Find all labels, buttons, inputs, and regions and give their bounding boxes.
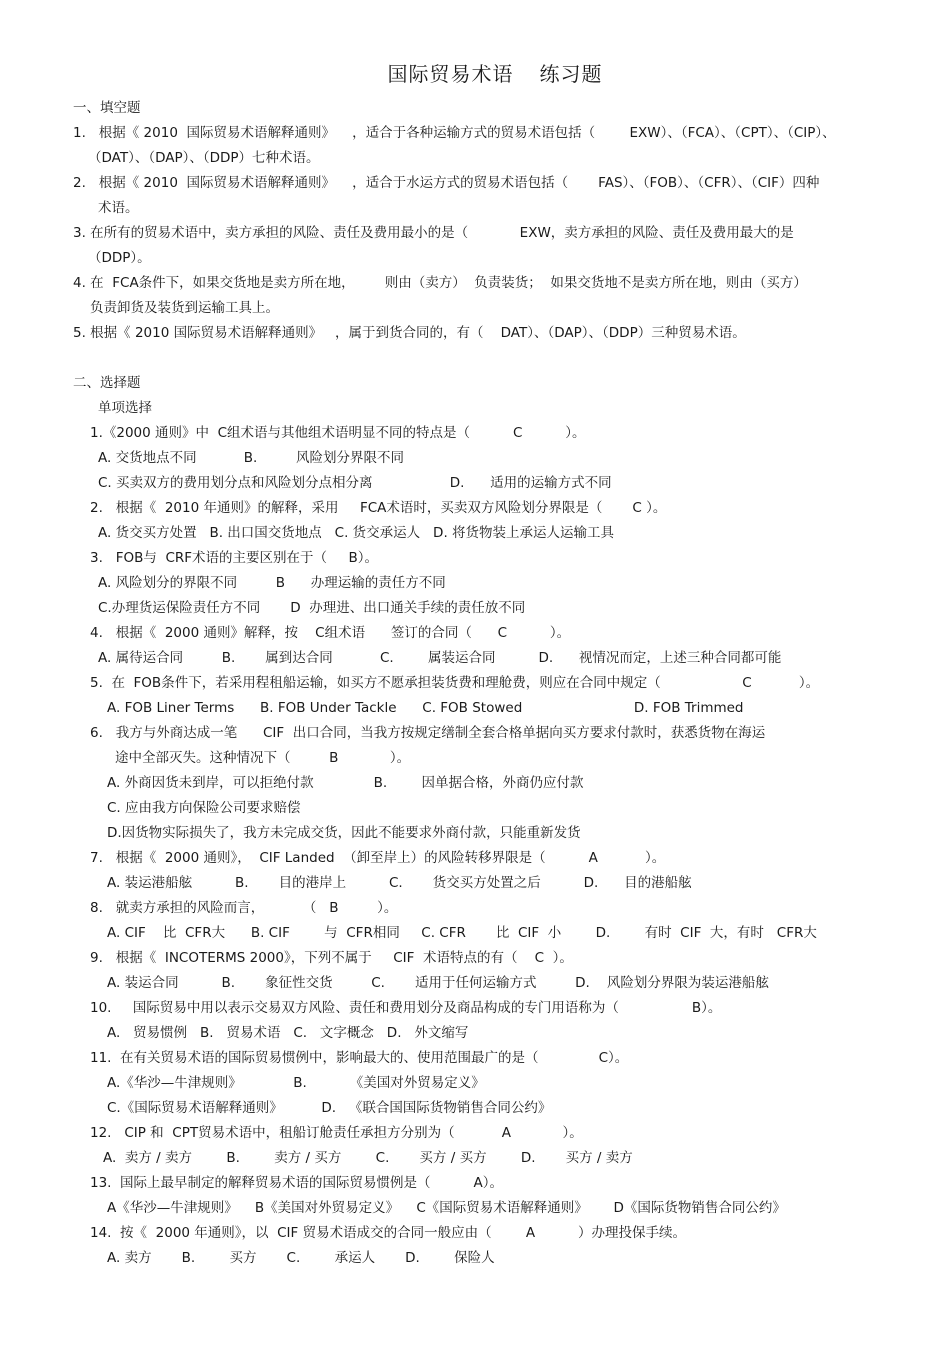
choice-q1-options-b: C. 买卖双方的费用划分点和风险划分点相分离 D. 适用的运输方式不同 [98, 475, 612, 491]
choice-q1: 1.《2000 通则》中 C组术语与其他组术语明显不同的特点是（ C ）。 [90, 425, 586, 441]
choice-q10: 10. 国际贸易中用以表示交易双方风险、责任和费用划分及商品构成的专门用语称为（ B）。 [90, 1000, 722, 1016]
section-subheading-single-choice: 单项选择 [98, 400, 152, 416]
choice-q9: 9. 根据《 INCOTERMS 2000》，下列不属于 CIF 术语特点的有（ C ）。 [90, 950, 573, 966]
fill-q1-line1: 1. 根据《 2010 国际贸易术语解释通则》 ，适合于各种运输方式的贸易术语包括（ EXW）、（FCA）、（CPT）、（CIP）、 [73, 125, 836, 141]
choice-q8-options: A. CIF 比 CFR大 B. CIF 与 CFR相同 C. CFR 比 CIF 小 D. 有时 CIF 大，有时 CFR大 [107, 925, 817, 941]
choice-q3: 3. FOB与 CRF术语的主要区别在于（ B）。 [90, 550, 379, 566]
fill-q4-line2: 负责卸货及装货到运输工具上。 [90, 300, 279, 316]
choice-q6-option-c: C. 应由我方向保险公司要求赔偿 [107, 800, 301, 816]
title-sub: 练习题 [539, 62, 603, 86]
choice-q12-options: A. 卖方 / 卖方 B. 卖方 / 买方 C. 买方 / 买方 D. 买方 / 卖方 [103, 1150, 633, 1166]
choice-q4: 4. 根据《 2000 通则》解释，按 C组术语 签订的合同（ C ）。 [90, 625, 571, 641]
choice-q7-options: A. 装运港船舷 B. 目的港岸上 C. 货交买方处置之后 D. 目的港船舷 [107, 875, 692, 891]
choice-q6-line2: 途中全部灭失。这种情况下（ B ）。 [115, 750, 411, 766]
choice-q5-options: A. FOB Liner Terms B. FOB Under Tackle C. FOB Stowed D. FOB Trimmed [107, 700, 744, 716]
title-main: 国际贸易术语 [387, 62, 514, 86]
fill-q4-line1: 4. 在 FCA条件下，如果交货地是卖方所在地， 则由（卖方） 负责装货； 如果交货地不是卖方所在地，则由（买方） [73, 275, 807, 291]
section-heading-fill-blank: 一、填空题 [73, 100, 141, 116]
choice-q5: 5. 在 FOB条件下，若采用程租船运输，如买方不愿承担装货费和理舱费，则应在合同中规定（ C ）。 [90, 675, 820, 691]
choice-q3-options-a: A. 风险划分的界限不同 B 办理运输的责任方不同 [98, 575, 446, 591]
fill-q2-line1: 2. 根据《 2010 国际贸易术语解释通则》 ，适合于水运方式的贸易术语包括（ FAS）、（FOB）、（CFR）、（CIF）四种 [73, 175, 820, 191]
choice-q14-options: A. 卖方 B. 买方 C. 承运人 D. 保险人 [107, 1250, 495, 1266]
choice-q7: 7. 根据《 2000 通则》， CIF Landed （卸至岸上）的风险转移界限是（ A ）。 [90, 850, 666, 866]
choice-q2: 2. 根据《 2010 年通则》的解释，采用 FCA术语时，买卖双方风险划分界限是（ C ）。 [90, 500, 667, 516]
section-heading-choice: 二、选择题 [73, 375, 141, 391]
page-title [0, 58, 950, 87]
choice-q4-options: A. 属待运合同 B. 属到达合同 C. 属装运合同 D. 视情况而定，上述三种合同都可能 [98, 650, 782, 666]
choice-q6-line1: 6. 我方与外商达成一笔 CIF 出口合同，当我方按规定缮制全套合格单据向买方要求付款时，获悉货物在海运 [90, 725, 766, 741]
choice-q14: 14. 按《 2000 年通则》，以 CIF 贸易术语成交的合同一般应由（ A ）办理投保手续。 [90, 1225, 687, 1241]
choice-q2-options: A. 货交买方处置 B. 出口国交货地点 C. 货交承运人 D. 将货物装上承运人运输工具 [98, 525, 615, 541]
choice-q9-options: A. 装运合同 B. 象征性交货 C. 适用于任何运输方式 D. 风险划分界限为装运港船舷 [107, 975, 769, 991]
choice-q1-options-a: A. 交货地点不同 B. 风险划分界限不同 [98, 450, 404, 466]
choice-q10-options: A. 贸易惯例 B. 贸易术语 C. 文字概念 D. 外文缩写 [107, 1025, 469, 1041]
fill-q1-line2: （DAT）、（DAP）、（DDP）七种术语。 [88, 150, 320, 166]
fill-q3-line1: 3. 在所有的贸易术语中，卖方承担的风险、责任及费用最小的是（ EXW，卖方承担的风险、责任及费用最大的是 [73, 225, 794, 241]
choice-q11-options-ab: A.《华沙—牛津规则》 B. 《美国对外贸易定义》 [107, 1075, 485, 1091]
choice-q11: 11. 在有关贸易术语的国际贸易惯例中，影响最大的、使用范围最广的是（ C）。 [90, 1050, 629, 1066]
choice-q6-option-d: D.因货物实际损失了，我方未完成交货，因此不能要求外商付款，只能重新发货 [107, 825, 581, 841]
fill-q2-line2: 术语。 [98, 200, 139, 216]
choice-q13: 13. 国际上最早制定的解释贸易术语的国际贸易惯例是（ A）。 [90, 1175, 503, 1191]
choice-q11-options-cd: C.《国际贸易术语解释通则》 D. 《联合国国际货物销售合同公约》 [107, 1100, 552, 1116]
choice-q12: 12. CIP 和 CPT贸易术语中，租船订舱责任承担方分别为（ A ）。 [90, 1125, 583, 1141]
fill-q3-line2: （DDP）。 [88, 250, 151, 266]
choice-q6-options-ab: A. 外商因货未到岸，可以拒绝付款 B. 因单据合格，外商仍应付款 [107, 775, 584, 791]
choice-q3-options-b: C.办理货运保险责任方不同 D 办理进、出口通关手续的责任放不同 [98, 600, 526, 616]
choice-q8: 8. 就卖方承担的风险而言， （ B ）。 [90, 900, 398, 916]
fill-q5-line1: 5. 根据《 2010 国际贸易术语解释通则》 ，属于到货合同的，有（ DAT）、（DAP）、（DDP）三种贸易术语。 [73, 325, 746, 341]
choice-q13-options: A《华沙—牛津规则》 B《美国对外贸易定义》 C《国际贸易术语解释通则》 D《国际货物销售合同公约》 [107, 1200, 786, 1216]
